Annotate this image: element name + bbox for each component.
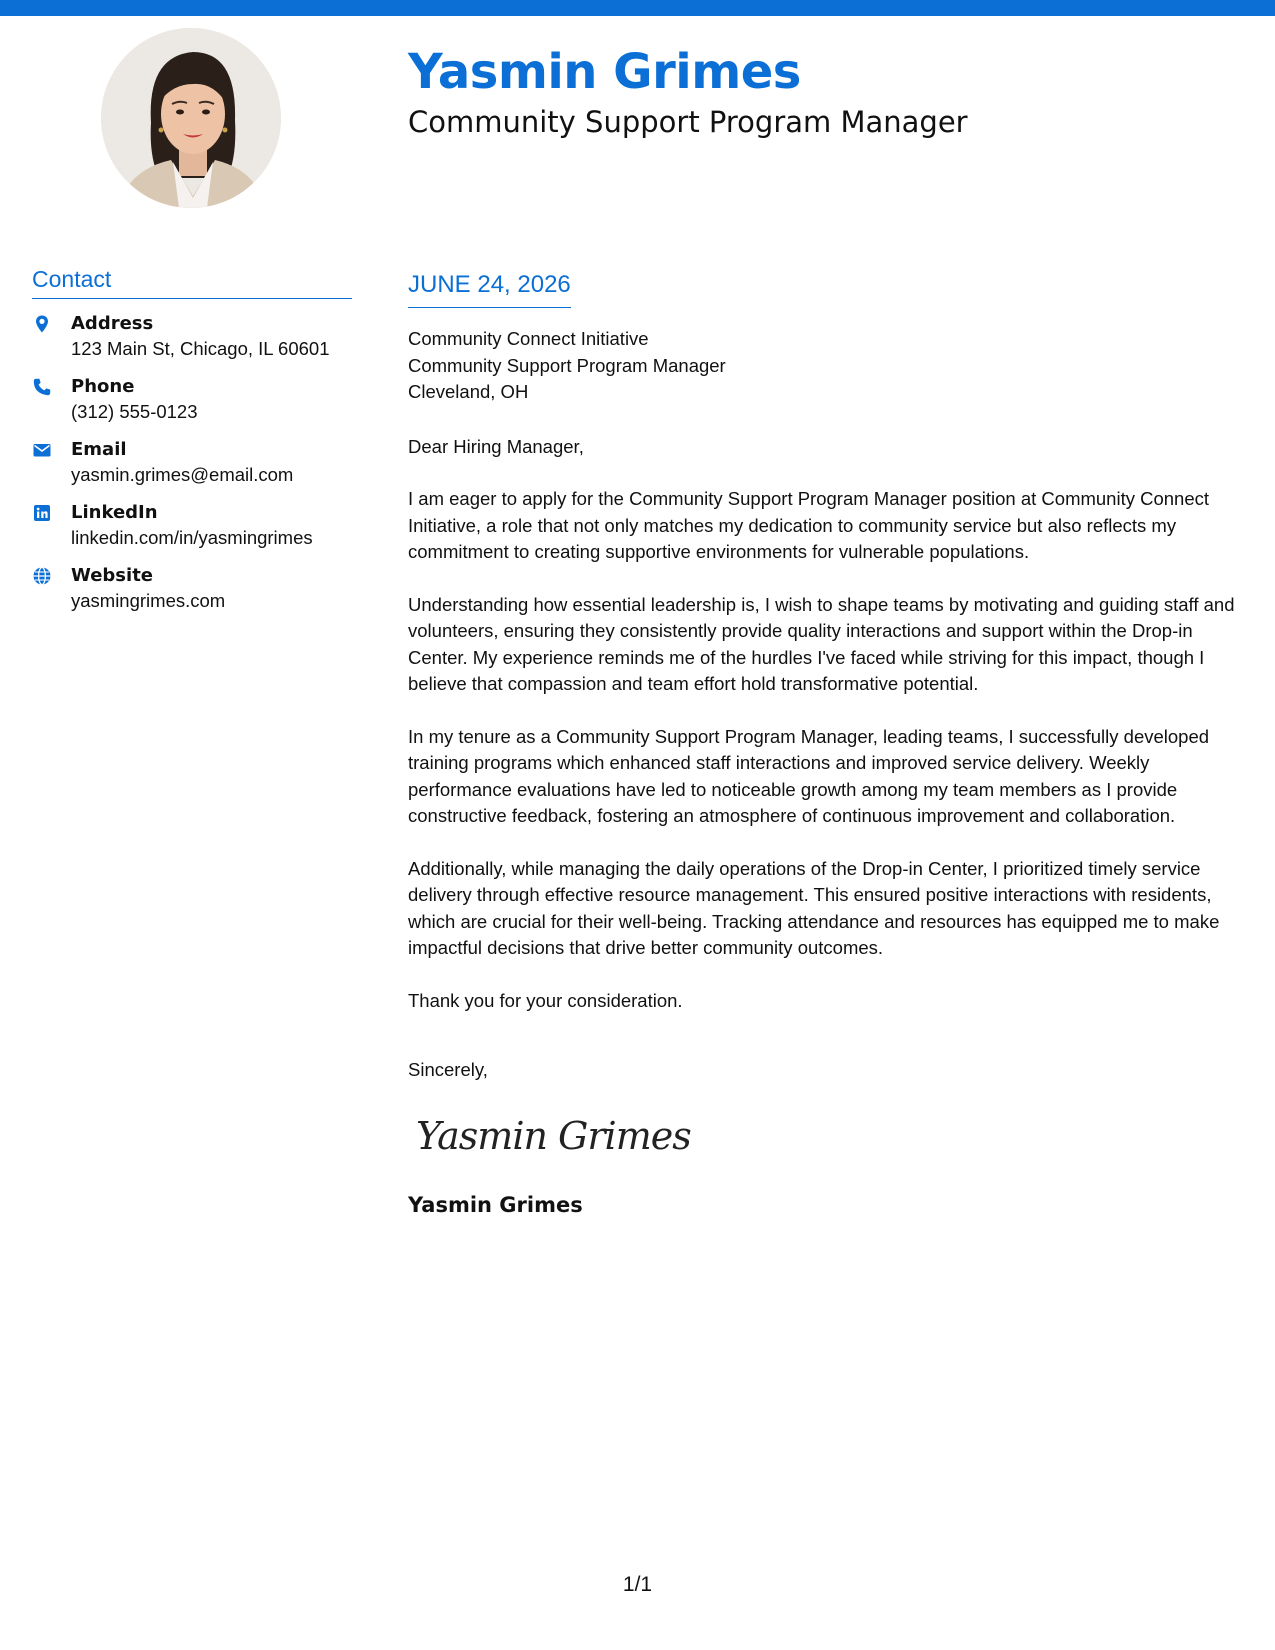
contact-heading: Contact (32, 262, 352, 299)
body-paragraph: Understanding how essential leadership is, I wish to shape teams by motivating and guiding staff and volunteers, ensuring they consistently provide quality interactions and support within the Drop-in Center. My experience reminds me of the hurdles I've faced while striving for this impact, though I believe that compassion and team effort hold transformative potential. (408, 593, 1235, 694)
contact-label: Email (71, 439, 127, 460)
recipient-block (408, 326, 1248, 406)
contact-phone (32, 374, 352, 424)
linkedin-icon (32, 503, 52, 523)
top-accent-bar (0, 0, 1275, 16)
closing-thanks: Thank you for your consideration. (408, 989, 683, 1011)
handwritten-signature: Yasmin Grimes (416, 1113, 691, 1158)
signer-name: Yasmin Grimes (408, 1192, 583, 1217)
email-link[interactable]: yasmin.grimes@email.com (71, 464, 294, 485)
globe-icon (32, 566, 52, 586)
envelope-icon (32, 440, 52, 460)
contact-email (32, 437, 352, 487)
body-paragraph: In my tenure as a Community Support Program Manager, leading teams, I successfully developed training programs which enhanced staff interactions and improved service delivery. Weekly performance evaluations have led to noticeable growth among my team members as I provide constructive feedback, fostering an atmosphere of continuous improvement and collaboration. (408, 725, 1210, 826)
contact-label: Phone (71, 376, 135, 397)
contact-linkedin (32, 500, 352, 550)
phone-value: (312) 555-0123 (71, 401, 198, 422)
body-paragraph: I am eager to apply for the Community Support Program Manager position at Community Connect Initiative, a role that not only matches my dedication to community service but also reflects my commitment to creating supportive environments for vulnerable populations. (408, 488, 1210, 562)
profile-photo (101, 28, 281, 208)
letter-date: JUNE 24, 2026 (408, 268, 571, 308)
contact-address (32, 311, 352, 361)
contact-website (32, 563, 352, 613)
linkedin-link[interactable]: linkedin.com/in/yasmingrimes (71, 527, 313, 548)
website-link[interactable]: yasmingrimes.com (71, 590, 226, 611)
letter-body (408, 268, 1248, 1220)
contact-label: LinkedIn (71, 502, 158, 523)
phone-icon (32, 377, 52, 397)
page-number: 1/1 (622, 1573, 653, 1596)
recipient-line: Cleveland, OH (408, 381, 529, 402)
contact-label: Website (71, 565, 154, 586)
job-title: Community Support Program Manager (408, 105, 968, 139)
candidate-name: Yasmin Grimes (408, 44, 801, 100)
body-paragraph: Additionally, while managing the daily operations of the Drop-in Center, I prioritized timely service delivery through effective resource management. This ensured positive interactions with residents, which are crucial for their well-being. Tracking attendance and resources has equipped me to make impactful decisions that drive better community outcomes. (408, 857, 1220, 958)
address-value: 123 Main St, Chicago, IL 60601 (71, 338, 330, 359)
contact-label: Address (71, 313, 154, 334)
closing-sincerely: Sincerely, (408, 1059, 488, 1080)
contact-sidebar (32, 262, 352, 613)
map-pin-icon (32, 314, 52, 334)
recipient-line: Community Support Program Manager (408, 354, 726, 376)
recipient-line: Community Connect Initiative (408, 328, 649, 349)
salutation: Dear Hiring Manager, (408, 435, 584, 457)
